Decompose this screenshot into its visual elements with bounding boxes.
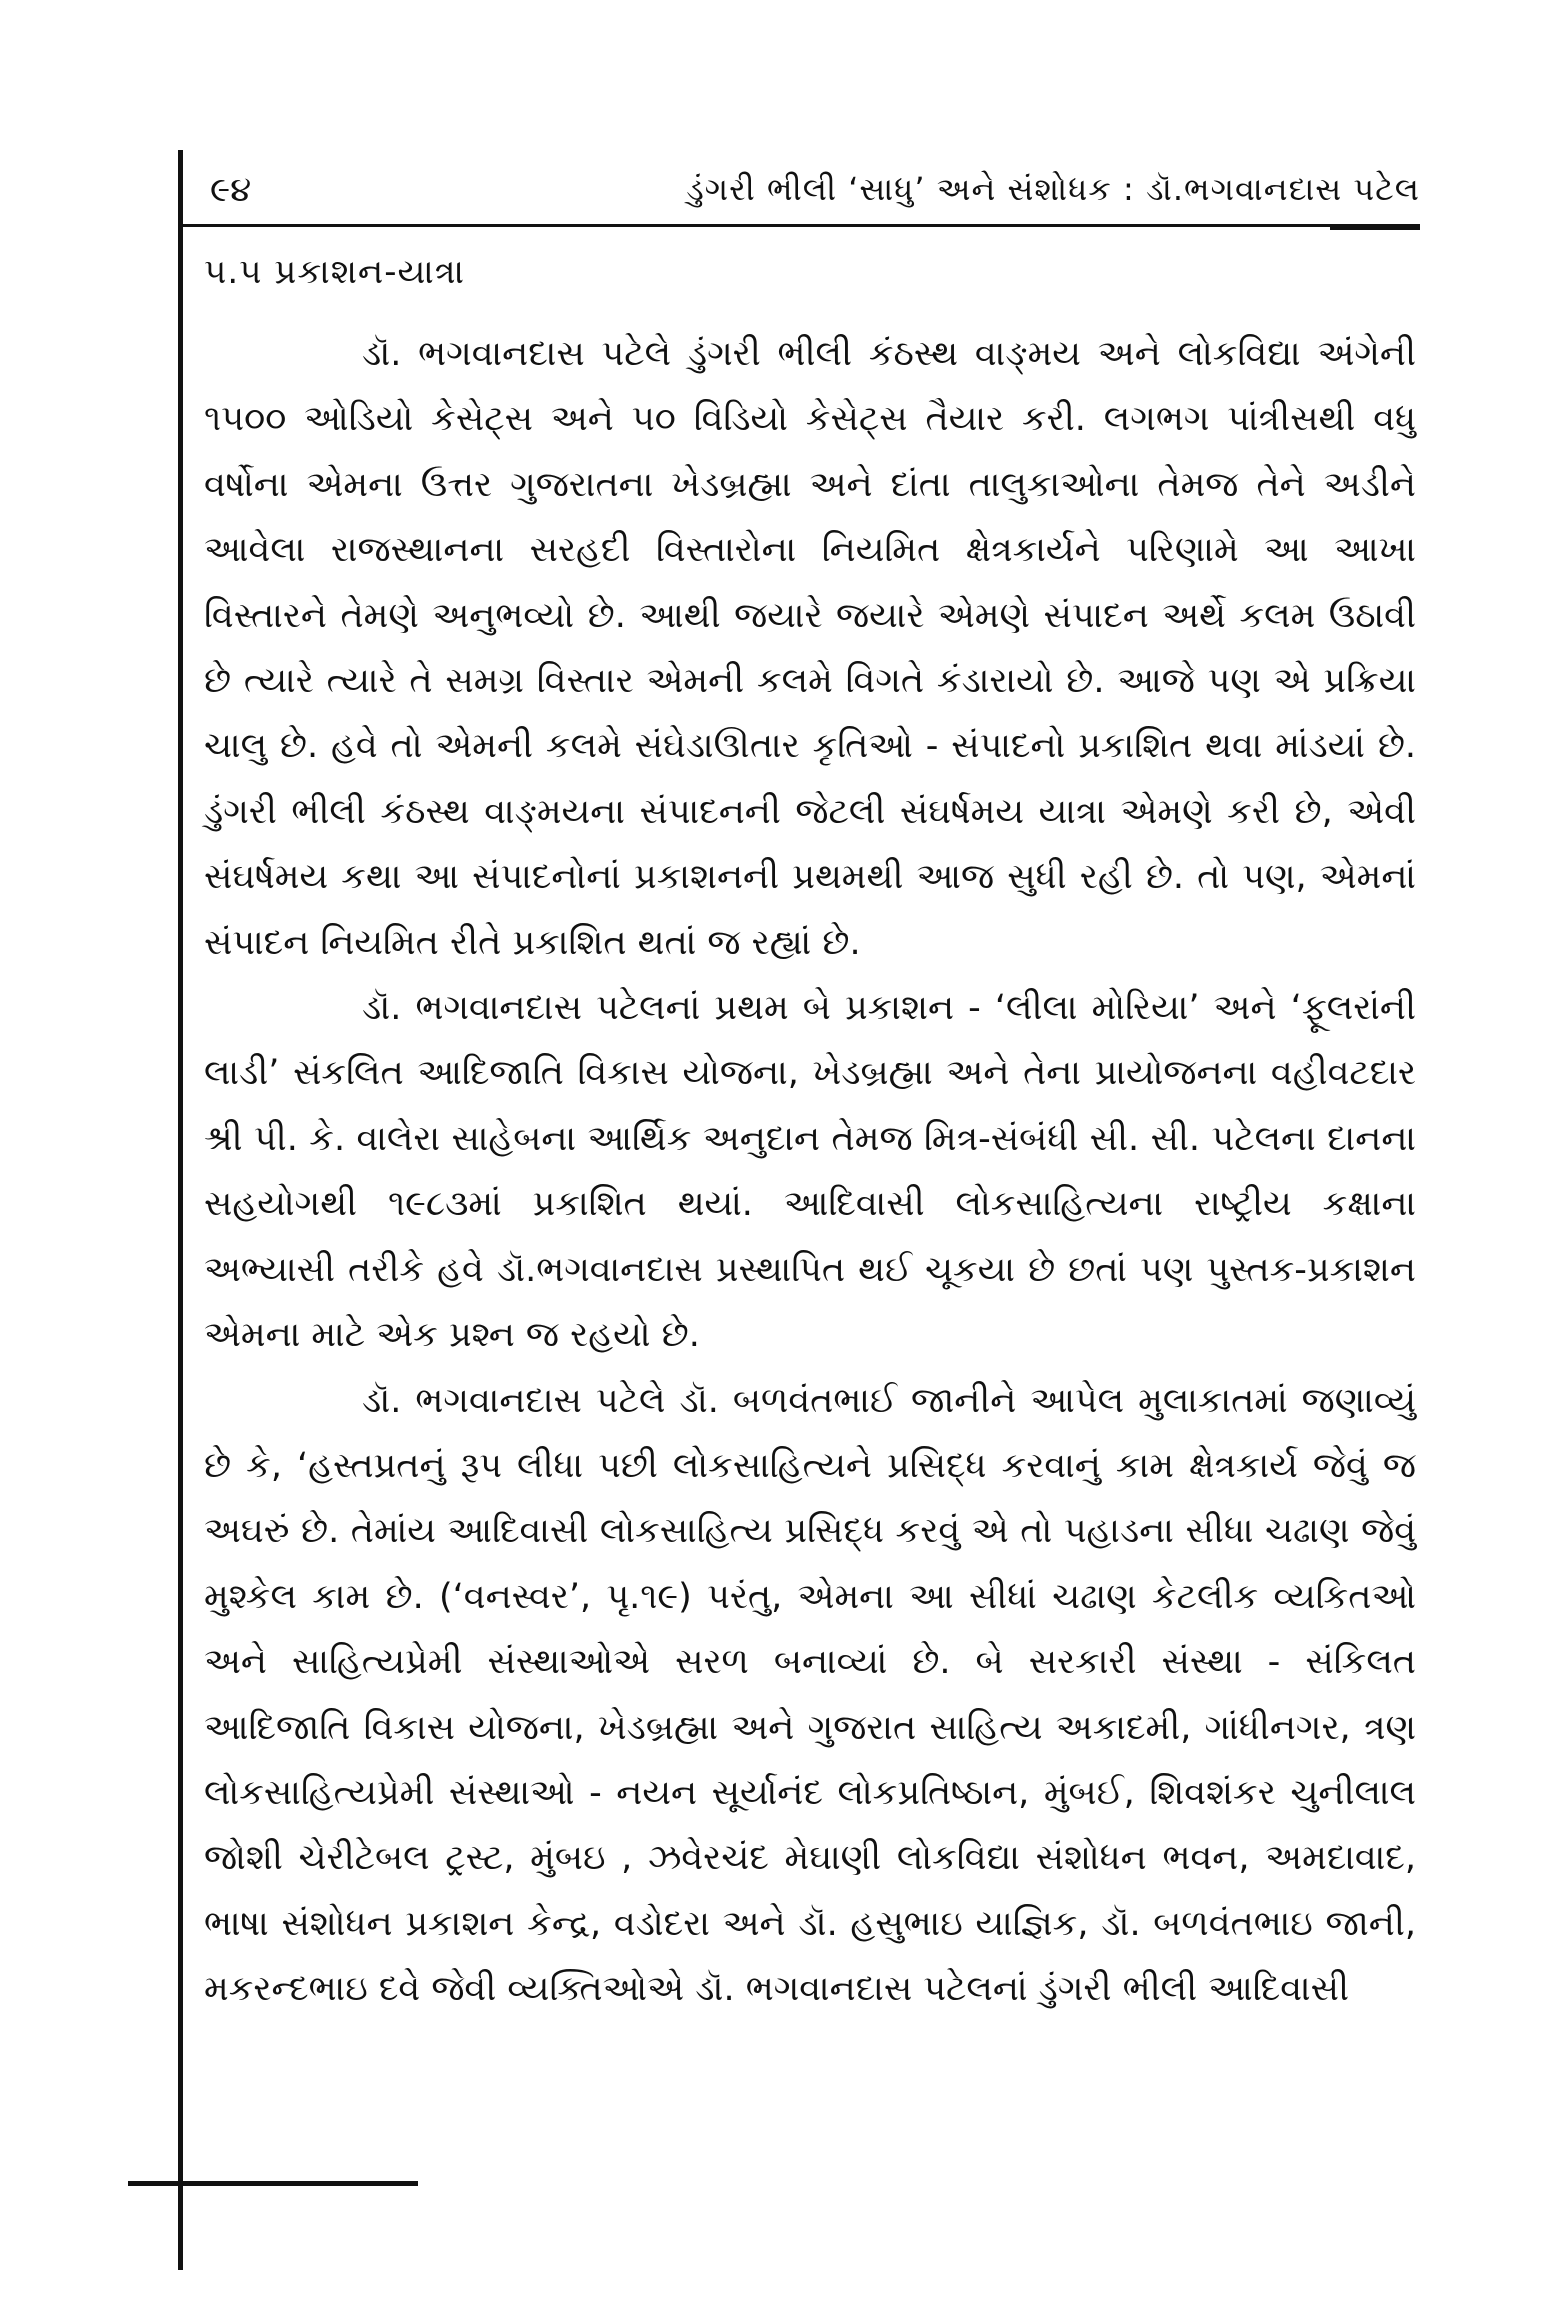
page-number: ૯૪ [210,170,252,210]
paragraph: ડૉ. ભગવાનદાસ પટેલે ડુંગરી ભીલી કંઠસ્થ વાઙ્મય અને લોકવિદ્યા અંગેની ૧૫૦૦ ઓડિયો કેસેટ્સ અને ૫૦ વિડિયો કેસેટ્સ તૈયાર કરી. લગભગ પાંત્રીસથી વધુ વર્ષોના એમના ઉત્તર ગુજરાતના ખેડબ્રહ્મા અને દાંતા તાલુકાઓના તેમજ તેને અડીને આવેલા રાજસ્થાનના સરહદી વિસ્તારોના નિયમિત ક્ષેત્રકાર્યને પરિણામે આ આખા વિસ્તારને તેમણે અનુભવ્યો છે. આથી જયારે જયારે એમણે સંપાદન અર્થે કલમ ઉઠાવી છે ત્યારે ત્યારે તે સમગ્ર વિસ્તાર એમની કલમે વિગતે કંડારાયો છે. આજે પણ એ પ્રક્રિયા ચાલુ છે. હવે તો એમની કલમે સંઘેડાઊતાર કૃતિઓ - સંપાદનો પ્રકાશિત થવા માંડયાં છે. ડુંગરી ભીલી કંઠસ્થ વાઙ્મયના સંપાદનની જેટલી સંઘર્ષમય યાત્રા એમણે કરી છે, એવી સંઘર્ષમય કથા આ સંપાદનોનાં પ્રકાશનની પ્રથમથી આજ સુધી રહી છે. તો પણ, એમનાં સંપાદન નિયમિત રીતે પ્રકાશિત થતાં જ રહ્યાં છે. [204,334,1416,963]
header-rule [178,224,1418,227]
paragraph: ડૉ. ભગવાનદાસ પટેલે ડૉ. બળવંતભાઈ જાનીને આપેલ મુલાકાતમાં જણાવ્યું છે કે, ‘હસ્તપ્રતનું રૂપ લીધા પછી લોકસાહિત્યને પ્રસિદ્ધ કરવાનું કામ ક્ષેત્રકાર્ય જેવું જ અઘરું છે. તેમાંય આદિવાસી લોકસાહિત્ય પ્રસિદ્ધ કરવું એ તો પહાડના સીધા ચઢાણ જેવું મુશ્કેલ કામ છે. (‘વનસ્વર’, પૃ.૧૯) પરંતુ, એમના આ સીધાં ચઢાણ કેટલીક વ્યકિતઓ અને સાહિત્યપ્રેમી સંસ્થાઓએ સરળ બનાવ્યાં છે. બે સરકારી સંસ્થા - સંકિલત આદિજાતિ વિકાસ યોજના, ખેડબ્રહ્મા અને ગુજરાત સાહિત્ય અકાદમી, ગાંધીનગર, ત્રણ લોકસાહિત્યપ્રેમી સંસ્થાઓ - નયન સૂર્યાનંદ લોકપ્રતિષ્ઠાન, મુંબઈ, શિવશંકર ચુનીલાલ જોશી ચેરીટેબલ ટ્રસ્ટ, મુંબઇ , ઝવેરચંદ મેઘાણી લોકવિદ્યા સંશોધન ભવન, અમદાવાદ, ભાષા સંશોધન પ્રકાશન કેન્દ્ર, વડોદરા અને ડૉ. હસુભાઇ યાજ્ઞિક, ડૉ. બળવંતભાઇ જાની, મકરન્દભાઇ દવે જેવી વ્યક્તિઓએ ડૉ. ભગવાનદાસ પટેલનાં ડુંગરી ભીલી આદિવાસી [204,1380,1416,2010]
footer-rule [128,2181,418,2186]
section-heading: ૫.૫ પ્રકાશન-યાત્રા [204,252,465,292]
page-header [210,160,1420,216]
running-head: ડુંગરી ભીલી ‘સાધુ’ અને સંશોધક : ડૉ.ભગવાનદાસ પટેલ [686,170,1420,208]
paragraph: ડૉ. ભગવાનદાસ પટેલનાં પ્રથમ બે પ્રકાશન - ‘લીલા મોરિયા’ અને ‘ફૂલરાંની લાડી’ સંકલિત આદિજાતિ વિકાસ યોજના, ખેડબ્રહ્મા અને તેના પ્રાયોજનના વહીવટદાર શ્રી પી. કે. વાલેરા સાહેબના આર્થિક અનુદાન તેમજ મિત્ર-સંબંધી સી. સી. પટેલના દાનના સહયોગથી ૧૯૮૩માં પ્રકાશિત થયાં. આદિવાસી લોકસાહિત્યના રાષ્ટ્રીય કક્ષાના અભ્યાસી તરીકે હવે ડૉ.ભગવાનદાસ પ્રસ્થાપિત થઈ ચૂકયા છે છતાં પણ પુસ્તક-પ્રકાશન એમના માટે એક પ્રશ્ન જ રહયો છે. [204,988,1416,1356]
body-text [204,322,1416,2023]
left-margin-rule [178,150,183,2270]
header-rule-end [1330,224,1420,230]
